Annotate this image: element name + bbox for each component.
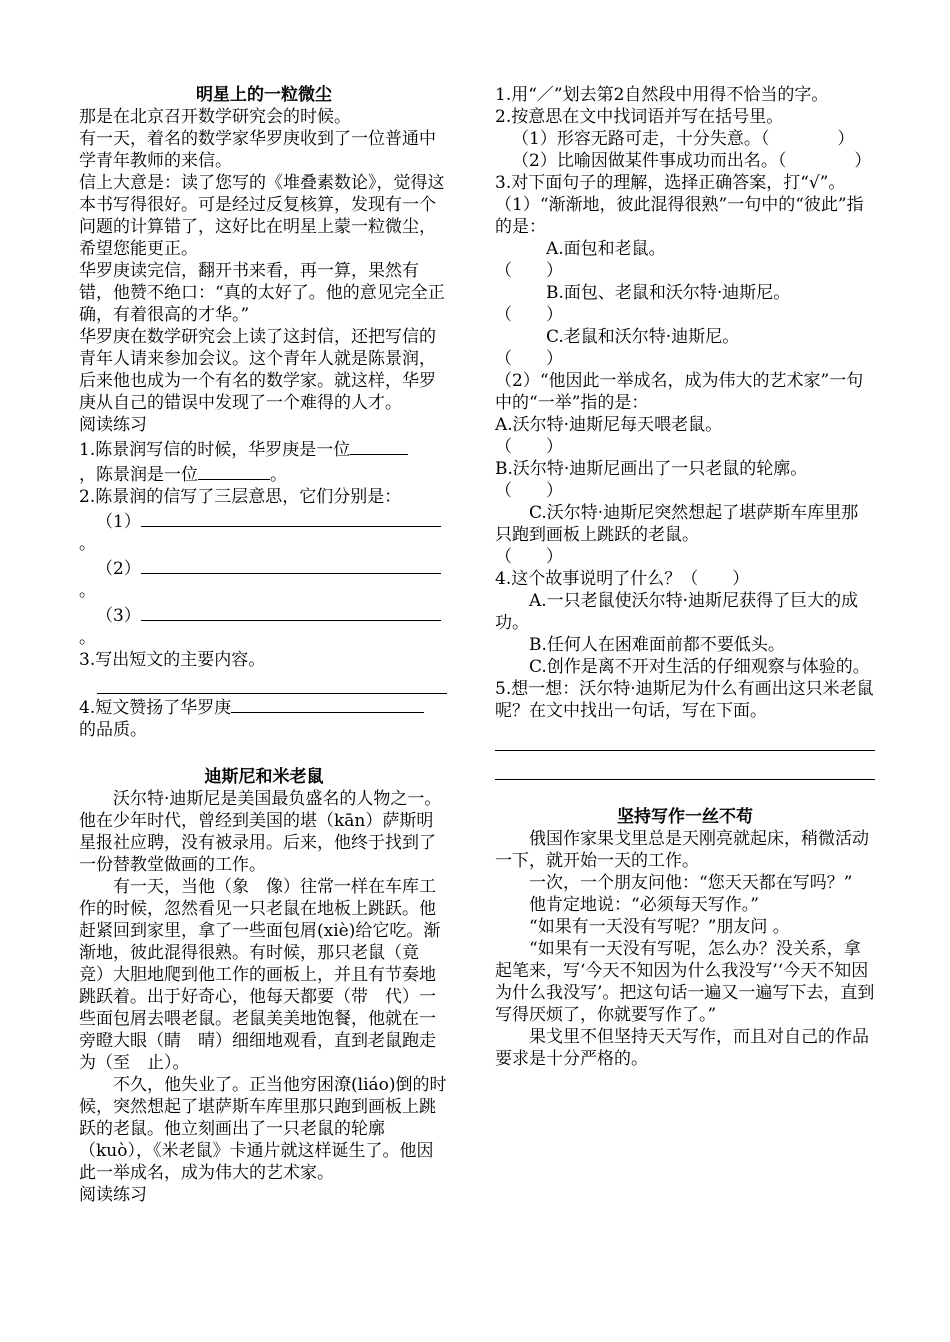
story2-paragraph: 有一天，当他（象 像）往常一样在车库工作的时候，忽然看见一只老鼠在地板上跳跃。他赶紧回到家里，拿了一些面包屑(xiè)给它吃。渐渐地，彼此混得很熟。有时候，那只老鼠（竟 竞）大胆地爬到他工作的画板上，并且有节奏地跳跃着。出于好奇心，他每天都要（带 代）一些面包屑去喂老鼠。老鼠美美地饱餐，他就在一旁瞪大眼（睛 晴）细细地观看，直到老鼠跑走为（至 止）。 <box>79 877 441 1073</box>
question-2-item: （1） <box>79 508 449 533</box>
story3-paragraph: “如果有一天没有写呢？”朋友问 。 <box>529 917 790 937</box>
option-a: A.沃尔特·迪斯尼每天喂老鼠。 <box>495 415 723 435</box>
question-4-cont: 的品质。 <box>79 720 147 740</box>
option-b: B.任何人在困难面前都不要低头。 <box>529 635 785 655</box>
story2-title: 迪斯尼和米老鼠 <box>204 767 324 787</box>
question-2-item: （2） <box>79 555 449 580</box>
question-3-1: （1）“渐渐地，彼此混得很熟”一句中的“彼此”指的是： <box>495 195 864 237</box>
story3-paragraph: 他肯定地说：“必须每天写作。” <box>529 895 759 915</box>
answer-blank[interactable] <box>350 436 408 455</box>
answer-line[interactable] <box>97 671 447 694</box>
period: 。 <box>79 581 96 601</box>
story1-paragraph: 信上大意是：读了您写的《堆叠素数论》，觉得这本书写得很好。可是经过反复核算，发现有一个问题的计算错了，这好比在明星上蒙一粒微尘，希望您能更正。 <box>79 173 445 259</box>
question-3-2: （2）“他因此一举成名，成为伟大的艺术家”一句中的“一举”指的是： <box>495 371 864 413</box>
story1-title: 明星上的一粒微尘 <box>196 85 332 105</box>
story3-title: 坚持写作一丝不苟 <box>617 807 753 827</box>
answer-paren[interactable]: （ ） <box>495 261 563 281</box>
answer-paren[interactable]: （ ） <box>495 547 563 567</box>
answer-paren[interactable]: （ ） <box>495 349 563 369</box>
story2-paragraph: 沃尔特·迪斯尼是美国最负盛名的人物之一。他在少年时代，曾经到美国的堪（kān）萨斯明星报社应聘，没有被录用。后来，他终于找到了一份替教堂做画的工作。 <box>79 789 442 875</box>
answer-blank[interactable] <box>141 555 441 574</box>
right-column <box>495 84 875 1070</box>
answer-blank[interactable] <box>141 508 441 527</box>
option-b: B.面包、老鼠和沃尔特·迪斯尼。 <box>546 283 791 303</box>
question-2-item: （3） <box>79 602 449 627</box>
option-a: A.面包和老鼠。 <box>546 239 666 259</box>
answer-line[interactable] <box>495 722 875 751</box>
answer-paren[interactable]: （ ） <box>495 481 563 501</box>
question-1: 1.用“／”划去第2自然段中用得不恰当的字。 <box>495 85 829 105</box>
left-column <box>79 84 449 1206</box>
story3-paragraph: 一次，一个朋友问他：“您天天都在写吗？” <box>529 873 853 893</box>
story3-paragraph: 俄国作家果戈里总是天刚亮就起床，稍微活动一下，就开始一天的工作。 <box>495 829 869 871</box>
question-4: 4.这个故事说明了什么？（ ） <box>495 569 750 589</box>
option-c: C.老鼠和沃尔特·迪斯尼。 <box>546 327 740 347</box>
option-b: B.沃尔特·迪斯尼画出了一只老鼠的轮廓。 <box>495 459 808 479</box>
question-3: 3.对下面句子的理解，选择正确答案，打“√”。 <box>495 173 846 193</box>
question-2: 2.陈景润的信写了三层意思，它们分别是： <box>79 487 402 507</box>
option-c: C.创作是离不开对生活的仔细观察与体验的。 <box>529 657 870 677</box>
question-4: 4.短文赞扬了华罗庚 <box>79 694 449 719</box>
question-5: 5.想一想：沃尔特·迪斯尼为什么有画出这只米老鼠呢？在文中找出一句话，写在下面。 <box>495 679 874 721</box>
story2-paragraph: 不久，他失业了。正当他穷困潦(liáo)倒的时候，突然想起了堪萨斯车库里那只跑到画板上跳跃的老鼠。他立刻画出了一只老鼠的轮廓（kuò），《米老鼠》卡通片就这样诞生了。他因此一举成名，成为伟大的艺术家。 <box>79 1075 447 1183</box>
story1-paragraph: 有一天，着名的数学家华罗庚收到了一位普通中学青年教师的来信。 <box>79 129 436 171</box>
period: 。 <box>79 628 96 648</box>
question-2-1: （1）形容无路可走，十分失意。（ ） <box>512 129 855 149</box>
answer-blank[interactable] <box>198 461 270 480</box>
answer-blank[interactable] <box>231 694 424 713</box>
exercise-label: 阅读练习 <box>79 415 147 435</box>
story3-paragraph: “如果有一天没有写呢，怎么办？没关系，拿起笔来，写‘今天不知因为什么我没写’‘今天不知因为什么我没写’。把这句话一遍又一遍写下去，直到写得厌烦了，你就要写作了。” <box>495 939 875 1025</box>
answer-paren[interactable]: （ ） <box>495 305 563 325</box>
period: 。 <box>79 534 96 554</box>
answer-blank[interactable] <box>141 602 441 621</box>
answer-line[interactable] <box>495 751 875 780</box>
story1-paragraph: 华罗庚读完信，翻开书来看，再一算，果然有错，他赞不绝口：“真的太好了。他的意见完全正确，有着很高的才华。” <box>79 261 445 325</box>
option-a: A.一只老鼠使沃尔特·迪斯尼获得了巨大的成功。 <box>495 591 859 633</box>
question-3: 3.写出短文的主要内容。 <box>79 650 266 670</box>
question-1-cont: ，陈景润是一位 。 <box>79 461 449 486</box>
question-2: 2.按意思在文中找词语并写在括号里。 <box>495 107 784 127</box>
answer-paren[interactable]: （ ） <box>495 437 563 457</box>
option-c: C.沃尔特·迪斯尼突然想起了堪萨斯车库里那只跑到画板上跳跃的老鼠。 <box>495 503 859 545</box>
story3-paragraph: 果戈里不但坚持天天写作，而且对自己的作品要求是十分严格的。 <box>495 1027 869 1069</box>
question-2-2: （2）比喻因做某件事成功而出名。（ ） <box>512 151 872 171</box>
exercise-label: 阅读练习 <box>79 1185 147 1205</box>
story1-paragraph: 华罗庚在数学研究会上读了这封信，还把写信的青年人请来参加会议。这个青年人就是陈景润，后来他也成为一个有名的数学家。就这样，华罗庚从自己的错误中发现了一个难得的人才。 <box>79 327 436 413</box>
question-1: 1.陈景润写信的时候，华罗庚是一位 <box>79 436 449 461</box>
story1-paragraph: 那是在北京召开数学研究会的时候。 <box>79 107 351 127</box>
